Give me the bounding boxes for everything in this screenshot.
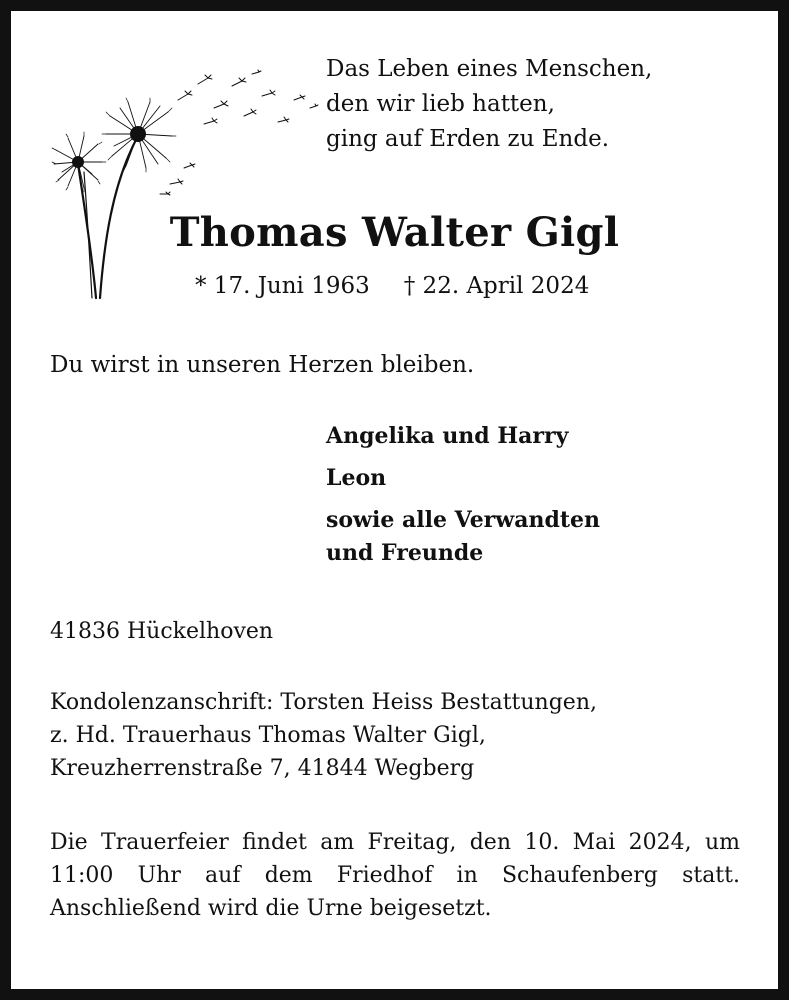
life-dates (195, 270, 589, 302)
dandelion-icon (48, 64, 320, 302)
condolence-address (50, 686, 597, 785)
deceased-name: Thomas Walter Gigl (169, 209, 620, 256)
address-line: z. Hd. Trauerhaus Thomas Walter Gigl, (50, 723, 486, 748)
mourner-entry: Angelika und Harry (326, 423, 569, 449)
birth-date: * 17. Juni 1963 (195, 273, 370, 299)
ceremony-info (50, 826, 740, 925)
address-line: Kreuzherrenstraße 7, 41844 Wegberg (50, 756, 475, 781)
memorial-quote (326, 52, 652, 157)
quote-line: den wir lieb hatten, (326, 91, 555, 117)
farewell-line: Du wirst in unseren Herzen bleiben. (50, 352, 475, 378)
mourner-entry: und Freunde (326, 540, 484, 566)
mourner-entry: Leon (326, 465, 387, 491)
death-date: † 22. April 2024 (403, 273, 590, 299)
quote-line: ging auf Erden zu Ende. (326, 126, 610, 152)
ceremony-line: Anschließend wird die Urne beigesetzt. (50, 896, 492, 921)
mourners-list (326, 420, 600, 570)
address-line: Kondolenzanschrift: Torsten Heiss Bestattungen, (50, 690, 597, 715)
ceremony-line: Die Trauerfeier findet am Freitag, den 10. Mai 2024, um (50, 830, 740, 855)
quote-line: Das Leben eines Menschen, (326, 56, 653, 82)
ceremony-line: 11:00 Uhr auf dem Friedhof in Schaufenberg statt. (50, 863, 740, 888)
mourner-entry: sowie alle Verwandten (326, 507, 601, 533)
city-line: 41836 Hückelhoven (50, 619, 274, 644)
